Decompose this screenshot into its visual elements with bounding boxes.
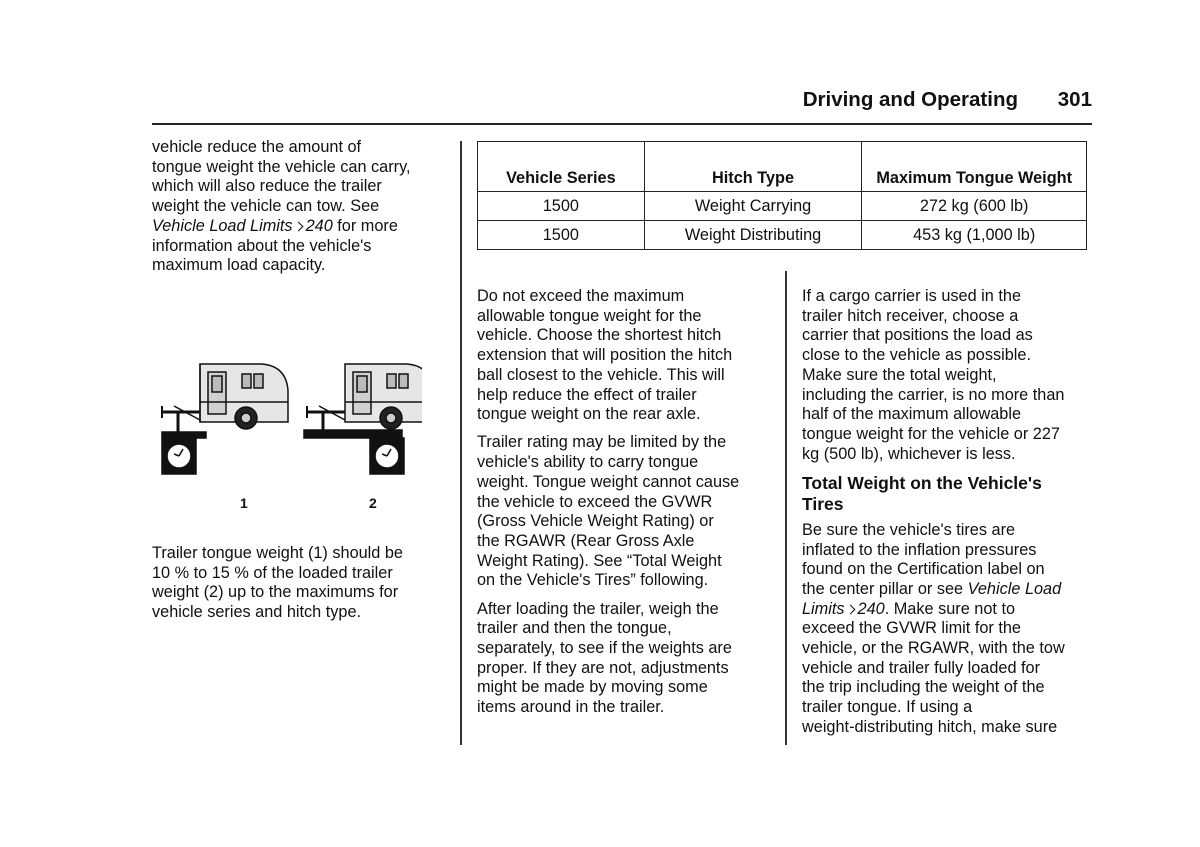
- page-reference-arrow-icon: [293, 221, 303, 231]
- text-line: Be sure the vehicle's tires are: [802, 520, 1016, 539]
- tire-inflation-paragraph: [802, 521, 1098, 738]
- text-line: Make sure the total weight,: [802, 365, 997, 384]
- load-capacity-paragraph: [152, 138, 452, 276]
- text-line: Do not exceed the maximum: [477, 287, 685, 305]
- table-cell: 453 kg (1,000 lb): [862, 221, 1087, 250]
- text-line: extension that will position the hitch: [477, 346, 733, 365]
- text-line: tongue weight the vehicle can carry,: [152, 157, 411, 176]
- text-line: inflated to the inflation pressures: [802, 540, 1037, 559]
- heading-line: Total Weight on the Vehicle's: [802, 472, 1042, 493]
- trailer-rating-paragraph: [477, 433, 777, 591]
- text-line: which will also reduce the trailer: [152, 177, 382, 196]
- text-line: kg (500 lb), whichever is less.: [802, 444, 1016, 463]
- text-line: Weight Rating). See “Total Weight: [477, 551, 722, 570]
- text-line: tongue weight on the rear axle.: [477, 405, 701, 424]
- text-line: the vehicle to exceed the GVWR: [477, 492, 713, 511]
- text-line: might be made by moving some: [477, 678, 708, 697]
- text-fragment: the center pillar or see: [802, 579, 964, 598]
- weigh-trailer-paragraph: [477, 600, 777, 718]
- text-line: trailer hitch receiver, choose a: [802, 306, 1019, 325]
- text-line: the RGAWR (Rear Gross Axle: [477, 531, 695, 550]
- text-line: Trailer rating may be limited by the: [477, 433, 727, 452]
- table-row: [478, 221, 1087, 250]
- trailer-on-tongue-scale: [162, 364, 288, 432]
- text-line: After loading the trailer, weigh the: [477, 599, 719, 618]
- text-line: ball closest to the vehicle. This will: [477, 365, 725, 384]
- text-line: tongue weight for the vehicle or 227: [802, 424, 1060, 443]
- column-header-max-tongue-weight: Maximum Tongue Weight: [862, 142, 1087, 192]
- text-line: carrier that positions the load as: [802, 326, 1033, 345]
- text-line: found on the Certification label on: [802, 560, 1045, 579]
- column-1: [152, 138, 452, 284]
- text-line: the trip including the weight of the: [802, 678, 1045, 697]
- page-header-title: Driving and Operating: [802, 88, 1018, 111]
- column-divider-left: [460, 141, 462, 745]
- tongue-limit-paragraph: [477, 287, 777, 425]
- column-2: [477, 287, 777, 726]
- text-line: vehicle's ability to carry tongue: [477, 453, 699, 472]
- heading-line: Tires: [802, 493, 844, 514]
- tongue-weight-caption: [152, 544, 452, 631]
- text-line: vehicle and trailer fully loaded for: [802, 658, 1041, 677]
- text-line: (Gross Vehicle Weight Rating) or: [477, 512, 714, 531]
- trailer-on-full-scale: [307, 364, 422, 430]
- column-3: [802, 287, 1098, 746]
- text-line: [152, 217, 452, 237]
- table-cell: 1500: [478, 192, 645, 221]
- table-cell: Weight Carrying: [644, 192, 862, 221]
- text-line: 10 % to 15 % of the loaded trailer: [152, 563, 393, 582]
- trailer-tongue-weight-illustration: [152, 350, 422, 520]
- text-line: [802, 580, 1098, 600]
- text-line: weight. Tongue weight cannot cause: [477, 472, 740, 491]
- text-line: vehicle series and hitch type.: [152, 603, 362, 622]
- table-cell: 1500: [478, 221, 645, 250]
- header-rule: [152, 123, 1092, 125]
- table-cell: Weight Distributing: [644, 221, 862, 250]
- text-line: on the Vehicle's Tires” following.: [477, 571, 709, 590]
- table-header-row: [478, 142, 1087, 192]
- text-line: including the carrier, is no more than: [802, 385, 1065, 404]
- column-header-hitch-type: Hitch Type: [644, 142, 862, 192]
- text-line: half of the maximum allowable: [802, 405, 1021, 424]
- text-line: close to the vehicle as possible.: [802, 346, 1031, 365]
- cross-reference-link[interactable]: Vehicle Load: [967, 579, 1062, 598]
- cargo-carrier-paragraph: [802, 287, 1098, 464]
- text-line: exceed the GVWR limit for the: [802, 619, 1021, 638]
- text-line: proper. If they are not, adjustments: [477, 658, 729, 677]
- cross-reference-page[interactable]: 240: [857, 599, 885, 618]
- text-line: help reduce the effect of trailer: [477, 385, 697, 404]
- text-line: maximum load capacity.: [152, 256, 326, 275]
- text-line: Trailer tongue weight (1) should be: [152, 544, 403, 562]
- text-line: weight (2) up to the maximums for: [152, 583, 399, 602]
- text-line: If a cargo carrier is used in the: [802, 287, 1021, 305]
- text-line: information about the vehicle's: [152, 236, 372, 255]
- tongue-weight-table: [477, 141, 1087, 250]
- text-line: trailer and then the tongue,: [477, 619, 672, 638]
- table-row: [478, 192, 1087, 221]
- text-line: items around in the trailer.: [477, 698, 665, 717]
- text-fragment: . Make sure not to: [884, 599, 1016, 618]
- column-header-vehicle-series: Vehicle Series: [478, 142, 645, 192]
- cross-reference-link[interactable]: Vehicle Load Limits: [152, 216, 293, 235]
- tongue-weight-paragraph: [152, 544, 452, 623]
- text-fragment: for more: [332, 216, 398, 235]
- table-cell: 272 kg (600 lb): [862, 192, 1087, 221]
- text-line: [802, 600, 1098, 620]
- text-line: vehicle. Choose the shortest hitch: [477, 326, 722, 345]
- section-heading: [802, 473, 1098, 515]
- text-line: separately, to see if the weights are: [477, 638, 732, 657]
- text-line: vehicle, or the RGAWR, with the tow: [802, 639, 1065, 658]
- figure-label-1: 1: [240, 495, 248, 511]
- page-reference-arrow-icon: [845, 604, 855, 614]
- text-line: weight-distributing hitch, make sure: [802, 717, 1058, 736]
- cross-reference-link[interactable]: Limits: [802, 599, 845, 618]
- text-line: allowable tongue weight for the: [477, 306, 702, 325]
- cross-reference-page[interactable]: 240: [305, 216, 333, 235]
- text-line: weight the vehicle can tow. See: [152, 197, 380, 216]
- text-line: vehicle reduce the amount of: [152, 138, 362, 156]
- figure-label-2: 2: [369, 495, 377, 511]
- text-line: trailer tongue. If using a: [802, 698, 973, 717]
- column-divider-right: [785, 271, 787, 745]
- page-number: 301: [1057, 88, 1092, 111]
